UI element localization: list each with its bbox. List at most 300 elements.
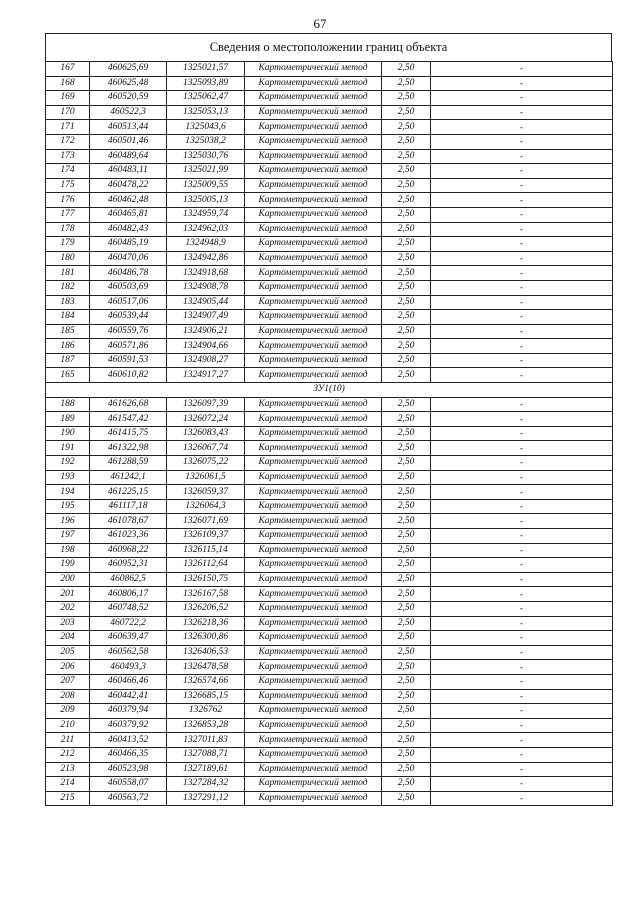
- coord-x-cell: 460413,52: [90, 733, 167, 748]
- table-row: [46, 616, 613, 631]
- coord-x-cell: 460625,48: [90, 76, 167, 91]
- coord-y-cell: 1326109,37: [167, 529, 245, 544]
- table-row: [46, 266, 613, 281]
- table-row: [46, 426, 613, 441]
- table-row: [46, 120, 613, 135]
- point-number-cell: 207: [46, 674, 90, 689]
- table-row: [46, 62, 613, 77]
- coord-y-cell: 1324904,66: [167, 339, 245, 354]
- coord-y-cell: 1325009,55: [167, 178, 245, 193]
- point-number-cell: 191: [46, 441, 90, 456]
- coord-x-cell: 460503,69: [90, 280, 167, 295]
- description-cell: -: [431, 368, 613, 383]
- method-cell: Картометрический метод: [245, 266, 382, 281]
- coord-y-cell: 1326072,24: [167, 412, 245, 427]
- description-cell: -: [431, 470, 613, 485]
- precision-cell: 2,50: [382, 660, 431, 675]
- coord-y-cell: 1325053,13: [167, 105, 245, 120]
- coord-y-cell: 1324948,9: [167, 237, 245, 252]
- coord-y-cell: 1326206,52: [167, 601, 245, 616]
- description-cell: -: [431, 266, 613, 281]
- precision-cell: 2,50: [382, 91, 431, 106]
- method-cell: Картометрический метод: [245, 747, 382, 762]
- precision-cell: 2,50: [382, 645, 431, 660]
- section-header: [46, 383, 613, 398]
- description-cell: -: [431, 674, 613, 689]
- coord-y-cell: 1326097,39: [167, 397, 245, 412]
- precision-cell: 2,50: [382, 251, 431, 266]
- method-cell: Картометрический метод: [245, 91, 382, 106]
- table-row: [46, 295, 613, 310]
- description-cell: -: [431, 91, 613, 106]
- table-row: [46, 689, 613, 704]
- method-cell: Картометрический метод: [245, 572, 382, 587]
- method-cell: Картометрический метод: [245, 674, 382, 689]
- method-cell: Картометрический метод: [245, 397, 382, 412]
- precision-cell: 2,50: [382, 543, 431, 558]
- method-cell: Картометрический метод: [245, 733, 382, 748]
- coord-y-cell: 1326083,43: [167, 426, 245, 441]
- method-cell: Картометрический метод: [245, 280, 382, 295]
- precision-cell: 2,50: [382, 412, 431, 427]
- coord-x-cell: 460485,19: [90, 237, 167, 252]
- method-cell: Картометрический метод: [245, 456, 382, 471]
- point-number-cell: 197: [46, 529, 90, 544]
- description-cell: -: [431, 777, 613, 792]
- coord-x-cell: 460625,69: [90, 62, 167, 77]
- point-number-cell: 210: [46, 718, 90, 733]
- method-cell: Картометрический метод: [245, 237, 382, 252]
- coord-x-cell: 460562,58: [90, 645, 167, 660]
- coord-x-cell: 460748,52: [90, 601, 167, 616]
- boundary-table-sheet: [45, 33, 612, 806]
- coord-x-cell: 461322,98: [90, 441, 167, 456]
- description-cell: -: [431, 105, 613, 120]
- method-cell: Картометрический метод: [245, 324, 382, 339]
- description-cell: -: [431, 762, 613, 777]
- point-number-cell: 170: [46, 105, 90, 120]
- coord-x-cell: 460520,59: [90, 91, 167, 106]
- description-cell: -: [431, 310, 613, 325]
- point-number-cell: 177: [46, 207, 90, 222]
- table-row: [46, 674, 613, 689]
- coord-y-cell: 1326574,66: [167, 674, 245, 689]
- precision-cell: 2,50: [382, 426, 431, 441]
- table-row: [46, 237, 613, 252]
- method-cell: Картометрический метод: [245, 499, 382, 514]
- method-cell: Картометрический метод: [245, 193, 382, 208]
- coordinates-table: [45, 61, 613, 806]
- method-cell: Картометрический метод: [245, 353, 382, 368]
- point-number-cell: 202: [46, 601, 90, 616]
- coord-y-cell: 1324942,86: [167, 251, 245, 266]
- point-number-cell: 189: [46, 412, 90, 427]
- table-row: [46, 207, 613, 222]
- point-number-cell: 198: [46, 543, 90, 558]
- coord-x-cell: 460558,07: [90, 777, 167, 792]
- precision-cell: 2,50: [382, 485, 431, 500]
- point-number-cell: 187: [46, 353, 90, 368]
- description-cell: -: [431, 397, 613, 412]
- method-cell: Картометрический метод: [245, 485, 382, 500]
- description-cell: -: [431, 295, 613, 310]
- coord-y-cell: 1326762: [167, 704, 245, 719]
- coord-x-cell: 460478,22: [90, 178, 167, 193]
- coord-y-cell: 1326067,74: [167, 441, 245, 456]
- coord-y-cell: 1325093,89: [167, 76, 245, 91]
- description-cell: -: [431, 207, 613, 222]
- table-row: [46, 514, 613, 529]
- table-row: [46, 499, 613, 514]
- description-cell: -: [431, 485, 613, 500]
- precision-cell: 2,50: [382, 353, 431, 368]
- coord-y-cell: 1325030,76: [167, 149, 245, 164]
- point-number-cell: 211: [46, 733, 90, 748]
- precision-cell: 2,50: [382, 631, 431, 646]
- coord-x-cell: 460722,2: [90, 616, 167, 631]
- precision-cell: 2,50: [382, 237, 431, 252]
- table-row: [46, 310, 613, 325]
- method-cell: Картометрический метод: [245, 164, 382, 179]
- description-cell: -: [431, 134, 613, 149]
- method-cell: Картометрический метод: [245, 470, 382, 485]
- point-number-cell: 185: [46, 324, 90, 339]
- description-cell: -: [431, 572, 613, 587]
- point-number-cell: 190: [46, 426, 90, 441]
- description-cell: -: [431, 412, 613, 427]
- precision-cell: 2,50: [382, 134, 431, 149]
- coord-y-cell: 1327189,61: [167, 762, 245, 777]
- precision-cell: 2,50: [382, 105, 431, 120]
- table-row: [46, 368, 613, 383]
- coord-x-cell: 460470,06: [90, 251, 167, 266]
- points-block-2: [46, 397, 613, 806]
- coord-x-cell: 460522,3: [90, 105, 167, 120]
- precision-cell: 2,50: [382, 514, 431, 529]
- coord-y-cell: 1324962,03: [167, 222, 245, 237]
- coord-y-cell: 1325038,2: [167, 134, 245, 149]
- method-cell: Картометрический метод: [245, 514, 382, 529]
- point-number-cell: 176: [46, 193, 90, 208]
- precision-cell: 2,50: [382, 222, 431, 237]
- table-row: [46, 456, 613, 471]
- precision-cell: 2,50: [382, 295, 431, 310]
- method-cell: Картометрический метод: [245, 601, 382, 616]
- point-number-cell: 215: [46, 791, 90, 806]
- table-row: [46, 529, 613, 544]
- method-cell: Картометрический метод: [245, 339, 382, 354]
- coord-x-cell: 461023,36: [90, 529, 167, 544]
- coord-y-cell: 1324959,74: [167, 207, 245, 222]
- coord-y-cell: 1326071,69: [167, 514, 245, 529]
- method-cell: Картометрический метод: [245, 178, 382, 193]
- coord-y-cell: 1325021,99: [167, 164, 245, 179]
- description-cell: -: [431, 324, 613, 339]
- coord-y-cell: 1324905,44: [167, 295, 245, 310]
- precision-cell: 2,50: [382, 616, 431, 631]
- method-cell: Картометрический метод: [245, 587, 382, 602]
- description-cell: -: [431, 747, 613, 762]
- precision-cell: 2,50: [382, 572, 431, 587]
- point-number-cell: 179: [46, 237, 90, 252]
- description-cell: -: [431, 733, 613, 748]
- coord-x-cell: 460501,46: [90, 134, 167, 149]
- method-cell: Картометрический метод: [245, 791, 382, 806]
- table-row: [46, 178, 613, 193]
- precision-cell: 2,50: [382, 62, 431, 77]
- coord-y-cell: 1326853,28: [167, 718, 245, 733]
- table-row: [46, 397, 613, 412]
- coord-y-cell: 1327088,71: [167, 747, 245, 762]
- table-row: [46, 543, 613, 558]
- description-cell: -: [431, 601, 613, 616]
- table-row: [46, 704, 613, 719]
- method-cell: Картометрический метод: [245, 704, 382, 719]
- precision-cell: 2,50: [382, 777, 431, 792]
- coord-y-cell: 1326064,3: [167, 499, 245, 514]
- point-number-cell: 203: [46, 616, 90, 631]
- method-cell: Картометрический метод: [245, 718, 382, 733]
- precision-cell: 2,50: [382, 499, 431, 514]
- precision-cell: 2,50: [382, 397, 431, 412]
- coord-x-cell: 460379,94: [90, 704, 167, 719]
- table-row: [46, 718, 613, 733]
- table-row: [46, 251, 613, 266]
- method-cell: Картометрический метод: [245, 645, 382, 660]
- coord-y-cell: 1326112,64: [167, 558, 245, 573]
- point-number-cell: 183: [46, 295, 90, 310]
- description-cell: -: [431, 718, 613, 733]
- point-number-cell: 184: [46, 310, 90, 325]
- table-row: [46, 733, 613, 748]
- coord-x-cell: 460466,35: [90, 747, 167, 762]
- coord-x-cell: 460523,98: [90, 762, 167, 777]
- coord-x-cell: 460968,22: [90, 543, 167, 558]
- precision-cell: 2,50: [382, 601, 431, 616]
- method-cell: Картометрический метод: [245, 134, 382, 149]
- table-row: [46, 791, 613, 806]
- coord-y-cell: 1324917,27: [167, 368, 245, 383]
- precision-cell: 2,50: [382, 76, 431, 91]
- method-cell: Картометрический метод: [245, 412, 382, 427]
- coord-y-cell: 1326059,37: [167, 485, 245, 500]
- table-row: [46, 149, 613, 164]
- coord-x-cell: 460493,3: [90, 660, 167, 675]
- point-number-cell: 199: [46, 558, 90, 573]
- precision-cell: 2,50: [382, 164, 431, 179]
- description-cell: -: [431, 120, 613, 135]
- table-row: [46, 470, 613, 485]
- coord-x-cell: 460465,81: [90, 207, 167, 222]
- method-cell: Картометрический метод: [245, 558, 382, 573]
- precision-cell: 2,50: [382, 324, 431, 339]
- coord-x-cell: 461626,68: [90, 397, 167, 412]
- method-cell: Картометрический метод: [245, 426, 382, 441]
- description-cell: -: [431, 149, 613, 164]
- method-cell: Картометрический метод: [245, 251, 382, 266]
- coord-x-cell: 460483,11: [90, 164, 167, 179]
- precision-cell: 2,50: [382, 558, 431, 573]
- precision-cell: 2,50: [382, 178, 431, 193]
- description-cell: -: [431, 339, 613, 354]
- precision-cell: 2,50: [382, 368, 431, 383]
- description-cell: -: [431, 237, 613, 252]
- method-cell: Картометрический метод: [245, 62, 382, 77]
- point-number-cell: 180: [46, 251, 90, 266]
- coord-x-cell: 461415,75: [90, 426, 167, 441]
- table-row: [46, 747, 613, 762]
- table-row: [46, 601, 613, 616]
- coord-y-cell: 1326478,58: [167, 660, 245, 675]
- page-number: 67: [313, 16, 327, 31]
- method-cell: Картометрический метод: [245, 149, 382, 164]
- coord-x-cell: 460559,76: [90, 324, 167, 339]
- table-row: [46, 412, 613, 427]
- point-number-cell: 172: [46, 134, 90, 149]
- table-row: [46, 164, 613, 179]
- point-number-cell: 194: [46, 485, 90, 500]
- table-row: [46, 353, 613, 368]
- method-cell: Картометрический метод: [245, 120, 382, 135]
- description-cell: -: [431, 689, 613, 704]
- description-cell: -: [431, 164, 613, 179]
- coord-x-cell: 461288,59: [90, 456, 167, 471]
- method-cell: Картометрический метод: [245, 105, 382, 120]
- description-cell: -: [431, 456, 613, 471]
- description-cell: -: [431, 426, 613, 441]
- precision-cell: 2,50: [382, 587, 431, 602]
- point-number-cell: 181: [46, 266, 90, 281]
- precision-cell: 2,50: [382, 207, 431, 222]
- coord-y-cell: 1324918,68: [167, 266, 245, 281]
- coord-x-cell: 460571,86: [90, 339, 167, 354]
- method-cell: Картометрический метод: [245, 689, 382, 704]
- table-row: [46, 645, 613, 660]
- point-number-cell: 178: [46, 222, 90, 237]
- coord-x-cell: 461225,15: [90, 485, 167, 500]
- description-cell: -: [431, 791, 613, 806]
- coord-x-cell: 460563,72: [90, 791, 167, 806]
- table-row: [46, 76, 613, 91]
- precision-cell: 2,50: [382, 762, 431, 777]
- table-row: [46, 485, 613, 500]
- table-row: [46, 660, 613, 675]
- coord-x-cell: 460952,31: [90, 558, 167, 573]
- precision-cell: 2,50: [382, 120, 431, 135]
- table-row: [46, 193, 613, 208]
- coord-x-cell: 461078,67: [90, 514, 167, 529]
- point-number-cell: 204: [46, 631, 90, 646]
- precision-cell: 2,50: [382, 339, 431, 354]
- coord-x-cell: 460379,92: [90, 718, 167, 733]
- table-row: [46, 777, 613, 792]
- coord-y-cell: 1326218,36: [167, 616, 245, 631]
- precision-cell: 2,50: [382, 266, 431, 281]
- description-cell: -: [431, 62, 613, 77]
- coord-x-cell: 461242,1: [90, 470, 167, 485]
- table-row: [46, 105, 613, 120]
- method-cell: Картометрический метод: [245, 295, 382, 310]
- precision-cell: 2,50: [382, 718, 431, 733]
- point-number-cell: 186: [46, 339, 90, 354]
- coord-y-cell: 1326167,58: [167, 587, 245, 602]
- point-number-cell: 208: [46, 689, 90, 704]
- precision-cell: 2,50: [382, 456, 431, 471]
- point-number-cell: 192: [46, 456, 90, 471]
- point-number-cell: 171: [46, 120, 90, 135]
- method-cell: Картометрический метод: [245, 441, 382, 456]
- point-number-cell: 195: [46, 499, 90, 514]
- coord-x-cell: 460806,17: [90, 587, 167, 602]
- precision-cell: 2,50: [382, 441, 431, 456]
- precision-cell: 2,50: [382, 193, 431, 208]
- description-cell: -: [431, 514, 613, 529]
- table-row: [46, 134, 613, 149]
- point-number-cell: 165: [46, 368, 90, 383]
- method-cell: Картометрический метод: [245, 529, 382, 544]
- coord-y-cell: 1326300,86: [167, 631, 245, 646]
- table-row: [46, 91, 613, 106]
- coord-x-cell: 460517,06: [90, 295, 167, 310]
- coord-x-cell: 460591,53: [90, 353, 167, 368]
- description-cell: -: [431, 704, 613, 719]
- coord-y-cell: 1326115,14: [167, 543, 245, 558]
- method-cell: Картометрический метод: [245, 660, 382, 675]
- method-cell: Картометрический метод: [245, 207, 382, 222]
- coord-x-cell: 460486,78: [90, 266, 167, 281]
- precision-cell: 2,50: [382, 791, 431, 806]
- coord-x-cell: 461547,42: [90, 412, 167, 427]
- coord-y-cell: 1327284,32: [167, 777, 245, 792]
- description-cell: -: [431, 353, 613, 368]
- point-number-cell: 174: [46, 164, 90, 179]
- table-row: [46, 631, 613, 646]
- description-cell: -: [431, 587, 613, 602]
- points-block-1: [46, 62, 613, 383]
- coord-y-cell: 1325005,13: [167, 193, 245, 208]
- precision-cell: 2,50: [382, 733, 431, 748]
- method-cell: Картометрический метод: [245, 76, 382, 91]
- point-number-cell: 188: [46, 397, 90, 412]
- description-cell: -: [431, 543, 613, 558]
- coord-y-cell: 1326685,15: [167, 689, 245, 704]
- description-cell: -: [431, 222, 613, 237]
- description-cell: -: [431, 76, 613, 91]
- coord-x-cell: 460462,48: [90, 193, 167, 208]
- point-number-cell: 212: [46, 747, 90, 762]
- description-cell: -: [431, 251, 613, 266]
- coord-y-cell: 1325021,57: [167, 62, 245, 77]
- point-number-cell: 196: [46, 514, 90, 529]
- coord-y-cell: 1327291,12: [167, 791, 245, 806]
- description-cell: -: [431, 499, 613, 514]
- precision-cell: 2,50: [382, 470, 431, 485]
- point-number-cell: 205: [46, 645, 90, 660]
- method-cell: Картометрический метод: [245, 777, 382, 792]
- table-row: [46, 762, 613, 777]
- description-cell: -: [431, 529, 613, 544]
- coord-y-cell: 1326406,53: [167, 645, 245, 660]
- coord-x-cell: 460539,44: [90, 310, 167, 325]
- table-row: [46, 587, 613, 602]
- coord-y-cell: 1324907,49: [167, 310, 245, 325]
- description-cell: -: [431, 178, 613, 193]
- description-cell: -: [431, 660, 613, 675]
- table-row: [46, 441, 613, 456]
- coord-y-cell: 1325062,47: [167, 91, 245, 106]
- description-cell: -: [431, 631, 613, 646]
- coord-x-cell: 460610,82: [90, 368, 167, 383]
